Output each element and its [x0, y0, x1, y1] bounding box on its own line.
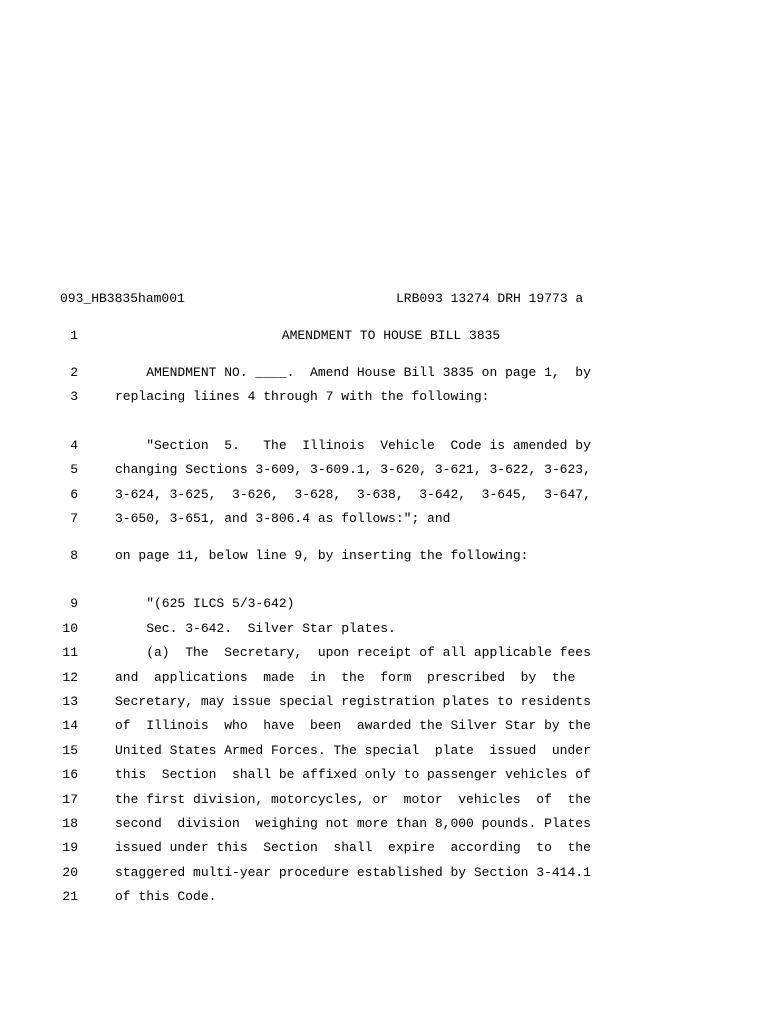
line-number: 16 — [62, 767, 78, 782]
line-text: replacing liines 4 through 7 with the following: — [115, 389, 490, 404]
line-text: staggered multi-year procedure established by Section 3-414.1 — [115, 865, 591, 880]
page-header — [60, 291, 620, 307]
line-number: 13 — [62, 694, 78, 709]
text-line — [0, 621, 770, 639]
line-text: United States Armed Forces. The special plate issued under — [115, 743, 591, 758]
line-text: AMENDMENT NO. ____. Amend House Bill 3835 on page 1, by — [115, 365, 591, 380]
text-line — [0, 889, 770, 907]
line-text: 3-624, 3-625, 3-626, 3-628, 3-638, 3-642, 3-645, 3-647, — [115, 487, 591, 502]
line-number: 20 — [62, 865, 78, 880]
text-line — [0, 694, 770, 712]
lrb-number: LRB093 13274 DRH 19773 a — [396, 291, 584, 306]
line-text: "(625 ILCS 5/3-642) — [115, 596, 295, 611]
line-number: 2 — [70, 365, 78, 380]
line-number: 15 — [62, 743, 78, 758]
text-line — [0, 792, 770, 810]
text-line — [0, 743, 770, 761]
text-line — [0, 670, 770, 688]
text-line — [0, 365, 770, 383]
line-text: second division weighing not more than 8,000 pounds. Plates — [115, 816, 591, 831]
line-number: 12 — [62, 670, 78, 685]
line-number: 4 — [70, 438, 78, 453]
line-number: 18 — [62, 816, 78, 831]
document-id: 093_HB3835ham001 — [60, 291, 185, 306]
text-line — [0, 548, 770, 566]
line-text: Sec. 3-642. Silver Star plates. — [115, 621, 396, 636]
text-line — [0, 462, 770, 480]
line-text: of Illinois who have been awarded the Silver Star by the — [115, 718, 591, 733]
line-number: 14 — [62, 718, 78, 733]
line-number: 5 — [70, 462, 78, 477]
text-line — [0, 865, 770, 883]
line-number: 7 — [70, 511, 78, 526]
line-text: this Section shall be affixed only to passenger vehicles of — [115, 767, 591, 782]
text-line — [0, 767, 770, 785]
line-number: 10 — [62, 621, 78, 636]
text-line — [0, 596, 770, 614]
line-number: 3 — [70, 389, 78, 404]
line-text: (a) The Secretary, upon receipt of all applicable fees — [115, 645, 591, 660]
line-number: 1 — [70, 328, 78, 343]
line-text: 3-650, 3-651, and 3-806.4 as follows:"; and — [115, 511, 451, 526]
line-text: "Section 5. The Illinois Vehicle Code is amended by — [115, 438, 591, 453]
text-line — [0, 816, 770, 834]
line-number: 19 — [62, 840, 78, 855]
text-line — [0, 645, 770, 663]
line-number: 17 — [62, 792, 78, 807]
line-text: changing Sections 3-609, 3-609.1, 3-620, 3-621, 3-622, 3-623, — [115, 462, 591, 477]
text-line — [0, 487, 770, 505]
line-text: and applications made in the form prescribed by the — [115, 670, 576, 685]
text-line — [0, 840, 770, 858]
text-line — [0, 718, 770, 736]
text-line — [0, 438, 770, 456]
line-number: 11 — [62, 645, 78, 660]
line-text: of this Code. — [115, 889, 217, 904]
line-text: issued under this Section shall expire according to the — [115, 840, 591, 855]
text-line — [0, 511, 770, 529]
line-number: 9 — [70, 596, 78, 611]
line-number: 21 — [62, 889, 78, 904]
line-text: Secretary, may issue special registration plates to residents — [115, 694, 591, 709]
amendment-title: AMENDMENT TO HOUSE BILL 3835 — [281, 328, 501, 343]
line-text: on page 11, below line 9, by inserting the following: — [115, 548, 529, 563]
line-number: 6 — [70, 487, 78, 502]
text-line — [0, 389, 770, 407]
line-text: the first division, motorcycles, or motor vehicles of the — [115, 792, 591, 807]
line-number: 8 — [70, 548, 78, 563]
text-line — [0, 328, 770, 346]
